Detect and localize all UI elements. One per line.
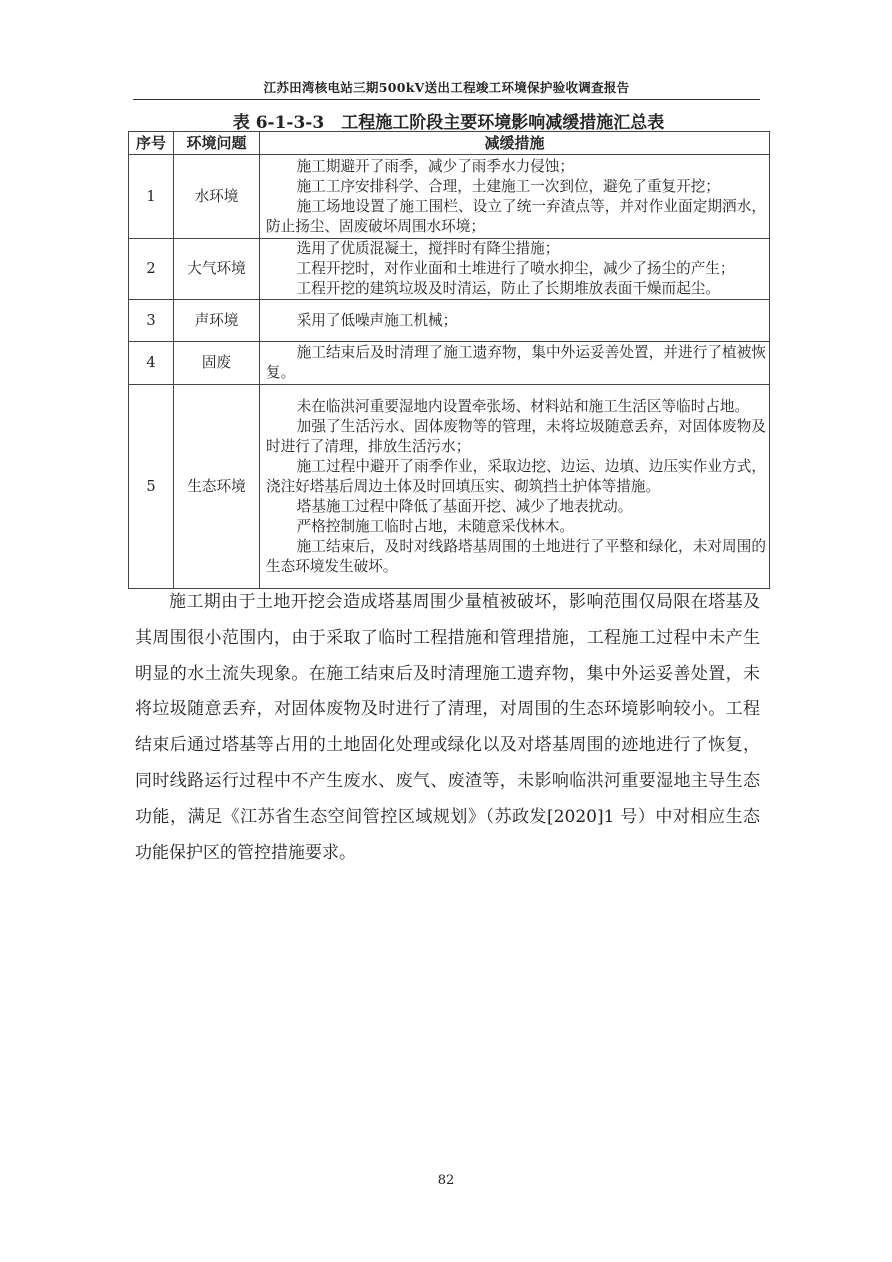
table-row: [129, 385, 770, 589]
measure-item: 加强了生活污水、固体废物等的管理，未将垃圾随意丢弃，对固体废物及时进行了清理，排放生活污水；: [266, 417, 766, 455]
table-row: [129, 239, 770, 300]
header-rule: [133, 99, 760, 100]
measure-item: 选用了优质混凝土，搅拌时有降尘措施；: [296, 240, 560, 257]
body-paragraph: 施工期由于土地开挖会造成塔基周围少量植被破坏，影响范围仅局限在塔基及其周围很小范围内，由于采取了临时工程措施和管理措施，工程施工过程中未产生明显的水土流失现象。在施工结束后及时清理施工遗弃物，集中外运妥善处置，未将垃圾随意丢弃，对固体废物及时进行了清理，对周围的生态环境影响较小。工程结束后通过塔基等占用的土地固化处理或绿化以及对塔基周围的迹地进行了恢复，同时线路运行过程中不产生废水、废气、废渣等，未影响临洪河重要湿地主导生态功能，满足《江苏省生态空间管控区域规划》（苏政发[2020]1 号）中对相应生态功能保护区的管控措施要求。: [135, 592, 760, 863]
row-measures: [260, 239, 770, 300]
row-number: 5: [129, 385, 174, 589]
table-header-row: [129, 132, 770, 155]
table-row: [129, 342, 770, 385]
row-number: 4: [129, 342, 174, 385]
row-issue: 大气环境: [174, 239, 260, 300]
row-issue: 水环境: [174, 155, 260, 239]
page-number: 82: [437, 1173, 455, 1188]
measure-item: 施工结束后及时清理了施工遗弃物，集中外运妥善处置，并进行了植被恢复。: [266, 344, 766, 381]
row-measures: [260, 300, 770, 342]
running-header: 江苏田湾核电站三期500kV送出工程竣工环境保护验收调查报告: [263, 80, 630, 95]
row-measures: [260, 342, 770, 385]
table-title: 表 6-1-3-3 工程施工阶段主要环境影响减缓措施汇总表: [232, 113, 665, 133]
header-issue: 环境问题: [174, 132, 260, 155]
measure-item: 施工过程中避开了雨季作业，采取边挖、边运、边填、边压实作业方式，浇注好塔基后周边土体及时回填压实、砌筑挡土护体等措施。: [266, 457, 766, 495]
measure-item: 工程开挖的建筑垃圾及时清运，防止了长期堆放表面干燥而起尘。: [296, 280, 720, 297]
measure-item: 施工场地设置了施工围栏、设立了统一弃渣点等，并对作业面定期洒水，防止扬尘、固废破坏周围水环境；: [266, 197, 766, 235]
measure-item: 施工工序安排科学、合理，土建施工一次到位，避免了重复开挖；: [296, 177, 720, 195]
measure-item: 施工结束后，及时对线路塔基周围的土地进行了平整和绿化，未对周围的生态环境发生破坏。: [266, 537, 766, 575]
measure-item: 严格控制施工临时占地，未随意采伐林木。: [296, 517, 574, 535]
table-row: [129, 300, 770, 342]
row-measures: [260, 385, 770, 589]
measure-item: 工程开挖时，对作业面和土堆进行了喷水抑尘，减少了扬尘的产生；: [296, 260, 735, 277]
measure-item: 塔基施工过程中降低了基面开挖、减少了地表扰动。: [296, 497, 633, 515]
measure-item: 未在临洪河重要湿地内设置牵张场、材料站和施工生活区等临时占地。: [296, 397, 750, 415]
row-number: 2: [129, 239, 174, 300]
row-number: 1: [129, 155, 174, 239]
measure-item: 施工期避开了雨季，减少了雨季水力侵蚀；: [296, 157, 574, 175]
measure-item: 采用了低噪声施工机械；: [296, 311, 458, 329]
row-measures: [260, 155, 770, 239]
header-measures: 减缓措施: [260, 132, 770, 155]
header-num: 序号: [129, 132, 174, 155]
row-issue: 声环境: [174, 300, 260, 342]
row-number: 3: [129, 300, 174, 342]
row-issue: 固废: [174, 342, 260, 385]
row-issue: 生态环境: [174, 385, 260, 589]
mitigation-table: [128, 131, 770, 589]
table-row: [129, 155, 770, 239]
